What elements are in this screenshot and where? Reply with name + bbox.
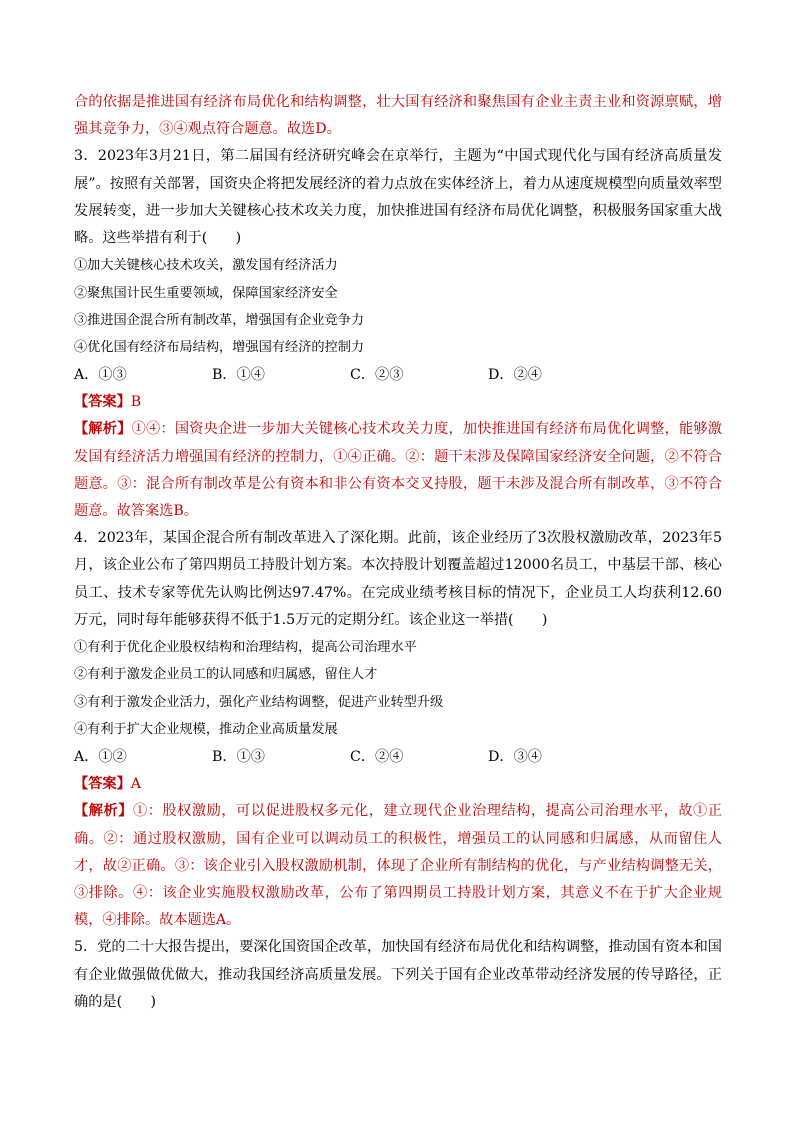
question-4-option-3: ③有利于激发企业活力，强化产业结构调整，促进产业转型升级 bbox=[74, 694, 444, 710]
question-4-option-2: ②有利于激发企业员工的认同感和归属感，留住人才 bbox=[74, 667, 378, 683]
question-4-answer bbox=[74, 771, 722, 798]
question-4-answer-value: A bbox=[130, 776, 142, 793]
analysis-tag: 【解析】 bbox=[74, 421, 132, 438]
question-4-analysis-text: ①：股权激励，可以促进股权多元化，建立现代企业治理结构，提高公司治理水平，故①正确。②：通过股权激励，国有企业可以调动员工的积极性，增强员工的认同感和归属感，从而留住人才，故②正确。③：该企业引入股权激励机制，体现了企业所有制结构的优化，与产业结构调整无关，③排除。④：该企业实施股权激励改革，公布了第四期员工持股计划方案，其意义不在于扩大企业规模，④排除。故本题选A。 bbox=[74, 803, 722, 929]
answer-tag: 【答案】 bbox=[74, 776, 131, 793]
question-4-stem: 4．2023年，某国企混合所有制改革进入了深化期。此前，该企业经历了3次股权激励改革，2023年5月，该企业公布了第四期员工持股计划方案。本次持股计划覆盖超过12000名员工，中基层干部、核心员工、技术专家等优先认购比例达97.47%。在完成业绩考核目标的情况下，企业员工人均获利12.60万元，同时每年能够获得不低于1.5万元的定期分红。该企业这一举措( ) bbox=[74, 530, 722, 628]
question-3-answer bbox=[74, 389, 722, 416]
question-4-analysis bbox=[74, 798, 722, 934]
content-area bbox=[74, 89, 722, 1016]
question-5 bbox=[74, 934, 722, 1016]
question-4 bbox=[74, 525, 722, 934]
question-3-analysis-text: ①④：国资央企进一步加大关键核心技术攻关力度，加快推进国有经济布局优化调整，能够激发国有经济活力增强国有经济的控制力，①④正确。②：题干未涉及保障国家经济安全问题，②不符合题意。③：混合所有制改革是公有资本和非公有资本交叉持股，题干未涉及混合所有制改革，③不符合题意。故答案选B。 bbox=[74, 421, 722, 520]
question-4-option-1: ①有利于优化企业股权结构和治理结构，提高公司治理水平 bbox=[74, 640, 417, 656]
question-3-option-2: ②聚焦国计民生重要领域，保障国家经济安全 bbox=[74, 285, 338, 301]
question-4-choices bbox=[74, 744, 722, 771]
question-3-choice-a: A．①③ bbox=[74, 366, 127, 383]
question-3-choice-d: D．②④ bbox=[488, 366, 542, 383]
question-4-choice-b: B．①③ bbox=[212, 748, 265, 765]
question-4-choice-a: A．①② bbox=[74, 748, 127, 765]
question-3-answer-value: B bbox=[130, 394, 142, 411]
previous-analysis-tail: 合的依据是推进国有经济布局优化和结构调整，壮大国有经济和聚焦国有企业主责主业和资源禀赋，增强其竞争力，③④观点符合题意。故选D。 bbox=[74, 94, 722, 138]
analysis-tag: 【解析】 bbox=[74, 803, 133, 820]
question-3-option-1: ①加大关键核心技术攻关，激发国有经济活力 bbox=[74, 258, 338, 274]
question-4-choice-d: D．③④ bbox=[488, 748, 542, 765]
question-4-choice-c: C．②④ bbox=[350, 748, 404, 765]
question-3 bbox=[74, 143, 722, 525]
question-3-stem: 3．2023年3月21日，第二届国有经济研究峰会在京举行，主题为“中国式现代化与国有经济高质量发展”。按照有关部署，国资央企将把发展经济的着力点放在实体经济上，着力从速度规模型向质量效率型发展转变，进一步加大关键核心技术攻关力度，加快推进国有经济布局优化调整，积极服务国家重大战略。这些举措有利于( ) bbox=[74, 148, 722, 247]
answer-tag: 【答案】 bbox=[74, 394, 131, 411]
question-3-option-3: ③推进国企混合所有制改革，增强国有企业竞争力 bbox=[74, 313, 365, 329]
question-3-choice-c: C．②③ bbox=[350, 366, 404, 383]
question-3-analysis bbox=[74, 416, 722, 525]
question-5-stem: 5．党的二十大报告提出，要深化国资国企改革，加快国有经济布局优化和结构调整，推动国有资本和国有企业做强做优做大，推动我国经济高质量发展。下列关于国有企业改革带动经济发展的传导路径，正确的是( ) bbox=[74, 939, 722, 1010]
question-3-choices bbox=[74, 362, 722, 389]
question-3-option-4: ④优化国有经济布局结构，增强国有经济的控制力 bbox=[74, 340, 365, 356]
question-3-choice-b: B．①④ bbox=[212, 366, 265, 383]
question-4-option-4: ④有利于扩大企业规模，推动企业高质量发展 bbox=[74, 722, 338, 738]
